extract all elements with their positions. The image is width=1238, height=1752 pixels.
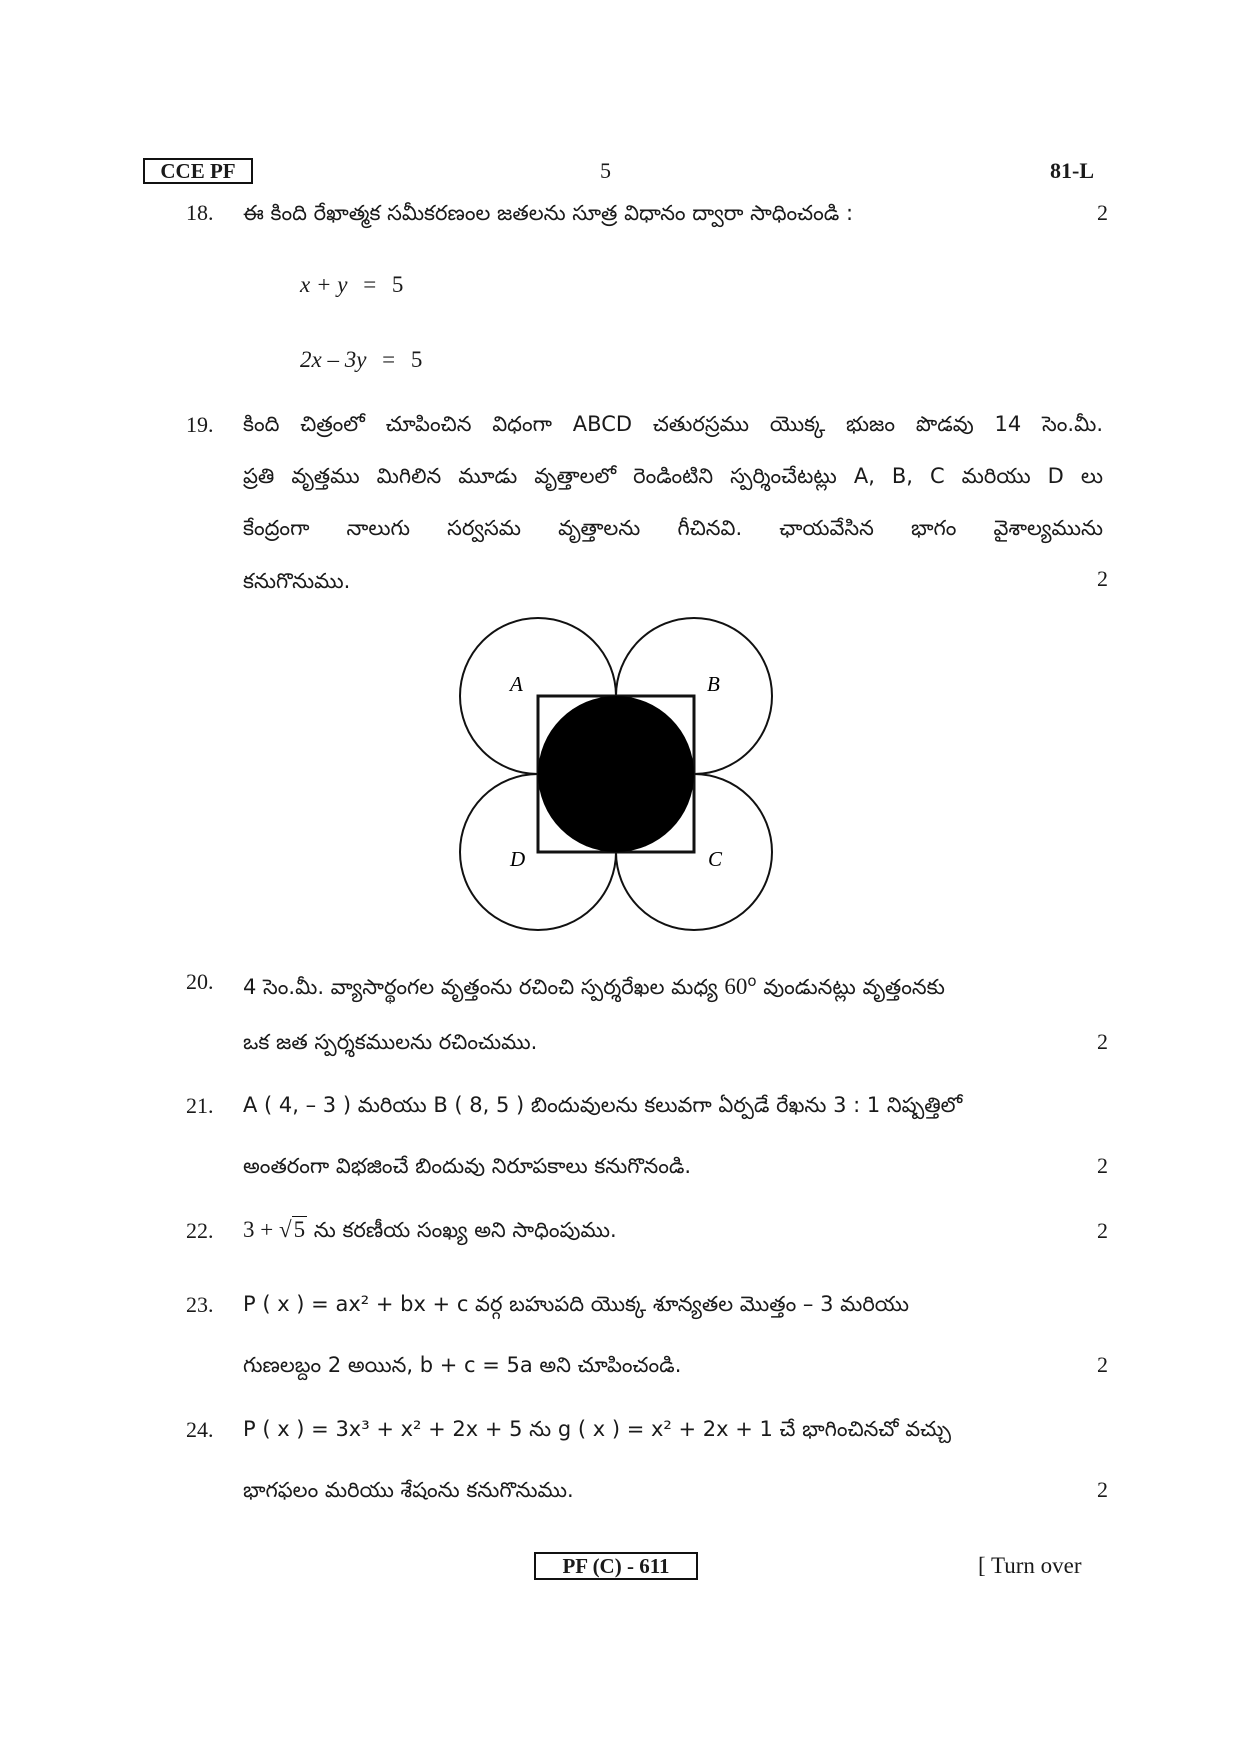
q20-line-2: ఒక జత స్పర్శకములను రచించుము. bbox=[243, 1030, 538, 1054]
q23-marks: 2 bbox=[1097, 1352, 1108, 1377]
eq1-rhs: 5 bbox=[391, 272, 404, 297]
q21-marks: 2 bbox=[1097, 1153, 1108, 1178]
page-number: 5 bbox=[600, 158, 611, 183]
label-c: C bbox=[708, 847, 723, 871]
q23-line-1: P ( x ) = ax² + bx + c వర్గ బహుపది యొక్క శూన్యతల మొత్తం – 3 మరియు bbox=[243, 1292, 910, 1316]
q19-line-2: ప్రతి వృత్తము మిగిలిన మూడు వృత్తాలలో రెండింటిని స్పర్శించేటట్లు A, B, C మరియు D లు bbox=[243, 464, 1103, 488]
eq1-lhs: x + y bbox=[300, 272, 348, 297]
q18-equation-2 bbox=[300, 347, 422, 373]
eq2-equals: = bbox=[382, 347, 396, 372]
footer-box-label: PF (C) - 611 bbox=[534, 1552, 698, 1580]
label-d: D bbox=[510, 847, 526, 871]
q22-line bbox=[243, 1215, 1103, 1245]
q19-number: 19. bbox=[186, 412, 214, 437]
q18-text: ఈ కింది రేఖాత్మక సమీకరణంల జతలను సూత్ర విధానం ద్వారా సాధించండి : bbox=[243, 201, 854, 225]
shaded-region bbox=[538, 696, 694, 852]
q24-line-1: P ( x ) = 3x³ + x² + 2x + 5 ను g ( x ) = x² + 2x + 1 చే భాగించినచో వచ్చు bbox=[243, 1417, 951, 1441]
label-a: A bbox=[510, 672, 523, 696]
q20-degree: o bbox=[747, 972, 757, 990]
q21-line-2: అంతరంగా విభజించే బిందువు నిరూపకాలు కనుగొనండి. bbox=[243, 1154, 692, 1178]
q20-marks: 2 bbox=[1097, 1029, 1108, 1054]
q18-equation-1 bbox=[300, 272, 403, 298]
header-box-label: CCE PF bbox=[143, 158, 253, 184]
q19-line-3: కేంద్రంగా నాలుగు సర్వసమ వృత్తాలను గీచినవి. ఛాయవేసిన భాగం వైశాల్యమును bbox=[243, 516, 1103, 540]
eq1-equals: = bbox=[363, 272, 377, 297]
q22-radical: √ bbox=[278, 1217, 292, 1242]
q20-line-1 bbox=[243, 966, 1103, 1002]
q24-line-2: భాగఫలం మరియు శేషంను కనుగొనుము. bbox=[243, 1478, 574, 1502]
q20-line-1-post: వుండునట్లు వృత్తంనకు bbox=[756, 975, 945, 999]
turn-over-note: [ Turn over bbox=[978, 1553, 1082, 1578]
q24-number: 24. bbox=[186, 1417, 214, 1442]
q22-text: ను కరణీయ సంఖ్య అని సాధింపుము. bbox=[307, 1218, 617, 1242]
q19-line-4: కనుగొనుము. bbox=[243, 569, 351, 593]
paper-code: 81-L bbox=[1050, 158, 1094, 183]
label-b: B bbox=[707, 672, 720, 696]
q22-number: 22. bbox=[186, 1218, 214, 1243]
q22-marks: 2 bbox=[1097, 1218, 1108, 1243]
q22-radicand: 5 bbox=[293, 1217, 306, 1242]
eq2-rhs: 5 bbox=[410, 347, 423, 372]
q19-marks: 2 bbox=[1097, 566, 1108, 591]
q20-number: 20. bbox=[186, 969, 214, 994]
q22-expr-pre: 3 + bbox=[243, 1217, 279, 1242]
q23-line-2: గుణలబ్దం 2 అయిన, b + c = 5a అని చూపించండి. bbox=[243, 1353, 682, 1377]
q18-marks: 2 bbox=[1097, 200, 1108, 225]
four-circles-square-figure bbox=[458, 612, 778, 940]
q21-line-1: A ( 4, – 3 ) మరియు B ( 8, 5 ) బిందువులను కలువగా ఏర్పడే రేఖను 3 : 1 నిష్పత్తిలో bbox=[243, 1093, 963, 1117]
q19-line-1: కింది చిత్రంలో చూపించిన విధంగా ABCD చతురస్రము యొక్క భుజం పొడవు 14 సెం.మీ. bbox=[243, 412, 1103, 436]
q24-marks: 2 bbox=[1097, 1477, 1108, 1502]
q20-line-1-pre: 4 సెం.మీ. వ్యాసార్థంగల వృత్తంను రచించి స్పర్శరేఖల మధ్య bbox=[243, 975, 725, 999]
q20-angle: 60 bbox=[724, 974, 748, 999]
q18-number: 18. bbox=[186, 200, 214, 225]
q21-number: 21. bbox=[186, 1093, 214, 1118]
eq2-lhs: 2x – 3y bbox=[300, 347, 367, 372]
q23-number: 23. bbox=[186, 1292, 214, 1317]
